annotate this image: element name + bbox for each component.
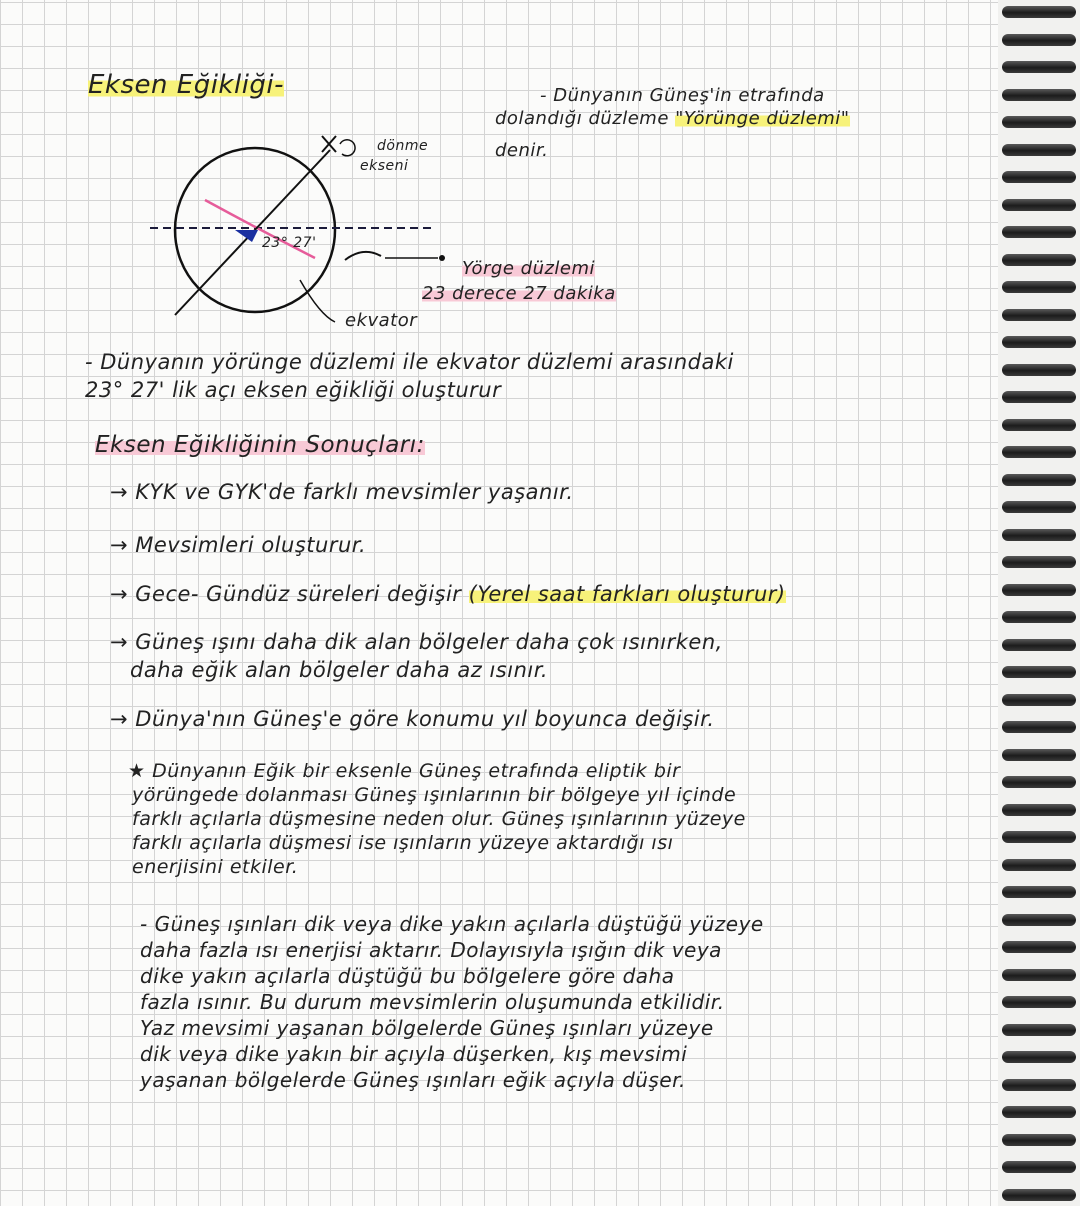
- binding-ring: [1002, 1106, 1076, 1118]
- final-line-2: daha fazla ısı enerjisi aktarır. Dolayısıyla ışığın dik veya: [140, 938, 722, 962]
- binding-ring: [1002, 364, 1076, 376]
- result-item-3-text: → Gece- Gündüz süreleri değişir: [110, 582, 462, 606]
- binding-ring: [1002, 501, 1076, 513]
- binding-ring: [1002, 391, 1076, 403]
- binding-ring: [1002, 886, 1076, 898]
- explanation-line-1: - Dünyanın yörünge düzlemi ile ekvator düzlemi arasındaki: [85, 350, 734, 374]
- orbit-label: Yörge düzlemi: [462, 258, 596, 279]
- binding-ring: [1002, 611, 1076, 623]
- final-line-5: Yaz mevsimi yaşanan bölgelerde Güneş ışınları yüzeye: [140, 1016, 714, 1040]
- page-title: Eksen Eğikliği-: [88, 70, 285, 100]
- rotation-arrow-icon: [340, 140, 355, 156]
- binding-ring: [1002, 1051, 1076, 1063]
- binding-ring: [1002, 1079, 1076, 1091]
- definition-line-2a: dolandığı düzleme: [495, 108, 669, 129]
- binding-ring: [1002, 831, 1076, 843]
- spiral-binding: [998, 0, 1080, 1206]
- binding-ring: [1002, 199, 1076, 211]
- binding-ring: [1002, 474, 1076, 486]
- binding-ring: [1002, 666, 1076, 678]
- binding-ring: [1002, 694, 1076, 706]
- binding-ring: [1002, 941, 1076, 953]
- binding-ring: [1002, 89, 1076, 101]
- binding-ring: [1002, 419, 1076, 431]
- axis-tip-icon: [322, 136, 336, 152]
- definition-line-3: denir.: [495, 140, 549, 161]
- binding-ring: [1002, 996, 1076, 1008]
- binding-ring: [1002, 969, 1076, 981]
- result-item-1: → KYK ve GYK'de farklı mevsimler yaşanır.: [110, 480, 574, 504]
- orbit-pointer-dot: [439, 255, 445, 261]
- final-line-7: yaşanan bölgelerde Güneş ışınları eğik açıyla düşer.: [140, 1068, 686, 1092]
- binding-ring: [1002, 446, 1076, 458]
- binding-ring: [1002, 116, 1076, 128]
- binding-ring: [1002, 1024, 1076, 1036]
- binding-ring: [1002, 721, 1076, 733]
- binding-ring: [1002, 529, 1076, 541]
- binding-ring: [1002, 1189, 1076, 1201]
- binding-ring: [1002, 6, 1076, 18]
- binding-ring: [1002, 1161, 1076, 1173]
- angle-label: 23° 27': [262, 235, 317, 251]
- star-note-line-5: enerjisini etkiler.: [132, 856, 299, 878]
- equator-label: ekvator: [345, 310, 418, 331]
- result-item-5: → Dünya'nın Güneş'e göre konumu yıl boyunca değişir.: [110, 707, 715, 731]
- orbit-pointer-icon: [345, 252, 381, 260]
- binding-ring: [1002, 639, 1076, 651]
- result-item-3-note: (Yerel saat farkları oluşturur): [468, 582, 786, 606]
- final-line-6: dik veya dike yakın bir açıyla düşerken, kış mevsimi: [140, 1042, 688, 1066]
- binding-ring: [1002, 749, 1076, 761]
- final-line-4: fazla ısınır. Bu durum mevsimlerin oluşumunda etkilidir.: [140, 990, 725, 1014]
- definition-line-2: [495, 108, 850, 129]
- binding-ring: [1002, 556, 1076, 568]
- binding-ring: [1002, 776, 1076, 788]
- binding-ring: [1002, 309, 1076, 321]
- star-note-line-1: ★ Dünyanın Eğik bir eksenle Güneş etrafında eliptik bir: [128, 760, 681, 782]
- binding-ring: [1002, 144, 1076, 156]
- binding-ring: [1002, 336, 1076, 348]
- final-line-3: dike yakın açılarla düştüğü bu bölgelere göre daha: [140, 964, 675, 988]
- final-line-1: - Güneş ışınları dik veya dike yakın açılarla düştüğü yüzeye: [140, 912, 764, 936]
- results-heading: Eksen Eğikliğinin Sonuçları:: [95, 432, 425, 458]
- equator-pointer-line: [300, 280, 335, 322]
- binding-ring: [1002, 61, 1076, 73]
- star-note-line-4: farklı açılarla düşmesi ise ışınların yüzeye aktardığı ısı: [132, 832, 674, 854]
- rotation-axis-label-1: dönme: [377, 138, 429, 154]
- binding-ring: [1002, 226, 1076, 238]
- binding-ring: [1002, 1134, 1076, 1146]
- binding-ring: [1002, 34, 1076, 46]
- definition-line-1: - Dünyanın Güneş'in etrafında: [540, 85, 825, 106]
- binding-ring: [1002, 254, 1076, 266]
- result-item-3: [110, 582, 786, 606]
- result-item-4-cont: daha eğik alan bölgeler daha az ısınır.: [130, 658, 549, 682]
- explanation-line-2: 23° 27' lik açı eksen eğikliği oluşturur: [85, 378, 502, 402]
- definition-line-2b: "Yörünge düzlemi": [675, 108, 850, 129]
- binding-ring: [1002, 804, 1076, 816]
- rotation-axis-label-2: ekseni: [360, 158, 409, 174]
- result-item-4: → Güneş ışını daha dik alan bölgeler daha çok ısınırken,: [110, 630, 723, 654]
- star-note-line-3: farklı açılarla düşmesine neden olur. Güneş ışınlarının yüzeye: [132, 808, 746, 830]
- binding-ring: [1002, 281, 1076, 293]
- binding-ring: [1002, 859, 1076, 871]
- degree-label: 23 derece 27 dakika: [422, 283, 616, 304]
- star-note-line-2: yörüngede dolanması Güneş ışınlarının bir bölgeye yıl içinde: [132, 784, 737, 806]
- binding-ring: [1002, 171, 1076, 183]
- binding-ring: [1002, 584, 1076, 596]
- result-item-2: → Mevsimleri oluşturur.: [110, 533, 367, 557]
- binding-ring: [1002, 914, 1076, 926]
